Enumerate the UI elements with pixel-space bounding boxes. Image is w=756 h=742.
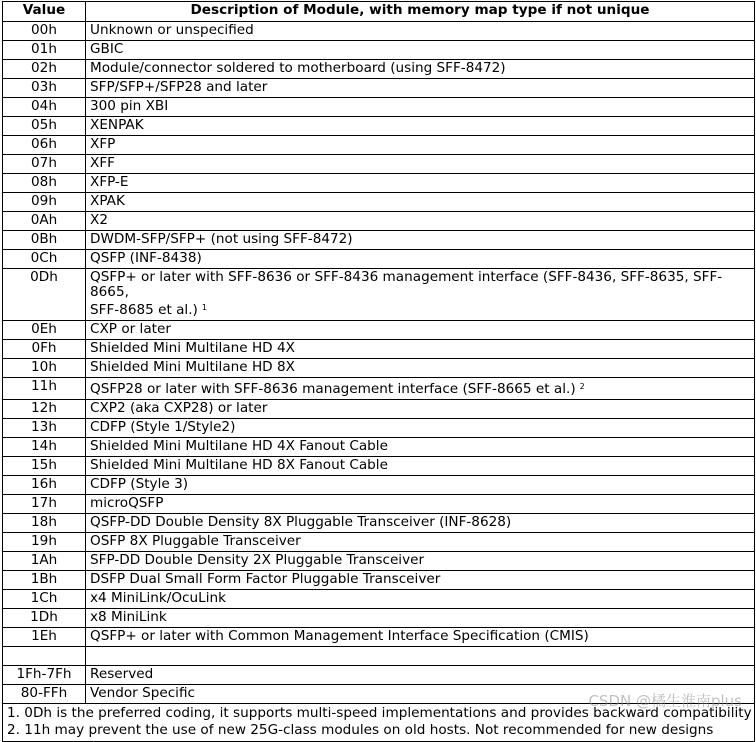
table-row xyxy=(3,22,755,41)
description-line-1: QSFP+ or later with SFF-8636 or SFF-8436 management interface (SFF-8436, SFF-8635, SFF-8665, xyxy=(90,269,723,300)
description-cell: OSFP 8X Pluggable Transceiver xyxy=(86,533,755,552)
description-cell: Shielded Mini Multilane HD 4X xyxy=(86,340,755,359)
header-description: Description of Module, with memory map type if not unique xyxy=(86,2,755,22)
table-row-blank xyxy=(3,647,755,666)
description-cell: SFP/SFP+/SFP28 and later xyxy=(86,79,755,98)
value-cell: 1Eh xyxy=(3,628,86,647)
table-row xyxy=(3,41,755,60)
description-cell: Reserved xyxy=(86,666,755,685)
table-header-row xyxy=(3,2,755,22)
value-cell: 19h xyxy=(3,533,86,552)
value-cell: 13h xyxy=(3,419,86,438)
description-cell: XPAK xyxy=(86,193,755,212)
table-row xyxy=(3,117,755,136)
value-cell: 06h xyxy=(3,136,86,155)
table-row xyxy=(3,552,755,571)
value-cell: 15h xyxy=(3,457,86,476)
value-cell: 1Dh xyxy=(3,609,86,628)
description-cell: CXP2 (aka CXP28) or later xyxy=(86,400,755,419)
table-row xyxy=(3,438,755,457)
footnote-2: 2. 11h may prevent the use of new 25G-class modules on old hosts. Not recommended for new designs xyxy=(7,722,714,738)
notes-cell xyxy=(3,704,755,742)
description-cell xyxy=(86,269,755,321)
value-cell: 05h xyxy=(3,117,86,136)
value-cell: 1Bh xyxy=(3,571,86,590)
watermark-text: CSDN @橘生淮南plus xyxy=(588,692,742,710)
value-cell: 17h xyxy=(3,495,86,514)
table-row xyxy=(3,250,755,269)
table-row xyxy=(3,79,755,98)
description-cell: XENPAK xyxy=(86,117,755,136)
description-cell: DWDM-SFP/SFP+ (not using SFF-8472) xyxy=(86,231,755,250)
description-cell xyxy=(86,378,755,400)
description-cell: X2 xyxy=(86,212,755,231)
table-row xyxy=(3,231,755,250)
table-row xyxy=(3,212,755,231)
notes-row xyxy=(3,704,755,742)
value-cell: 16h xyxy=(3,476,86,495)
footnote-marker: 2 xyxy=(579,382,585,391)
description-cell: QSFP (INF-8438) xyxy=(86,250,755,269)
description-cell: QSFP-DD Double Density 8X Pluggable Transceiver (INF-8628) xyxy=(86,514,755,533)
table-row xyxy=(3,321,755,340)
value-cell: 1Ch xyxy=(3,590,86,609)
description-cell: CDFP (Style 1/Style2) xyxy=(86,419,755,438)
value-cell: 0Dh xyxy=(3,269,86,321)
value-cell: 0Eh xyxy=(3,321,86,340)
table-row xyxy=(3,571,755,590)
description-cell: CDFP (Style 3) xyxy=(86,476,755,495)
value-cell: 04h xyxy=(3,98,86,117)
table-row xyxy=(3,533,755,552)
table-row xyxy=(3,136,755,155)
description-cell: SFP-DD Double Density 2X Pluggable Transceiver xyxy=(86,552,755,571)
description-cell: DSFP Dual Small Form Factor Pluggable Transceiver xyxy=(86,571,755,590)
description-cell: XFF xyxy=(86,155,755,174)
table-row xyxy=(3,514,755,533)
description-cell: XFP xyxy=(86,136,755,155)
value-cell xyxy=(3,647,86,666)
description-cell: Unknown or unspecified xyxy=(86,22,755,41)
description-cell: x8 MiniLink xyxy=(86,609,755,628)
table-row xyxy=(3,155,755,174)
table-row xyxy=(3,193,755,212)
table-row xyxy=(3,419,755,438)
value-cell: 1Fh-7Fh xyxy=(3,666,86,685)
value-cell: 14h xyxy=(3,438,86,457)
description-cell: XFP-E xyxy=(86,174,755,193)
value-cell: 0Ah xyxy=(3,212,86,231)
description-cell: Module/connector soldered to motherboard (using SFF-8472) xyxy=(86,60,755,79)
value-cell: 03h xyxy=(3,79,86,98)
table-row xyxy=(3,666,755,685)
value-cell: 1Ah xyxy=(3,552,86,571)
description-text: QSFP28 or later with SFF-8636 management interface (SFF-8665 et al.) xyxy=(90,381,576,397)
header-value: Value xyxy=(3,2,86,22)
module-type-table xyxy=(2,1,755,742)
value-cell: 10h xyxy=(3,359,86,378)
table-row xyxy=(3,495,755,514)
table-row xyxy=(3,685,755,704)
value-cell: 00h xyxy=(3,22,86,41)
value-cell: 02h xyxy=(3,60,86,79)
description-cell: QSFP+ or later with Common Management Interface Specification (CMIS) xyxy=(86,628,755,647)
value-cell: 0Fh xyxy=(3,340,86,359)
value-cell: 09h xyxy=(3,193,86,212)
description-cell: 300 pin XBI xyxy=(86,98,755,117)
description-cell: Shielded Mini Multilane HD 4X Fanout Cable xyxy=(86,438,755,457)
description-cell: Shielded Mini Multilane HD 8X Fanout Cable xyxy=(86,457,755,476)
footnote-marker: 1 xyxy=(201,303,207,312)
table-row xyxy=(3,400,755,419)
table-row xyxy=(3,340,755,359)
value-cell: 18h xyxy=(3,514,86,533)
description-line-2: SFF-8685 et al.) xyxy=(90,302,198,318)
value-cell: 0Bh xyxy=(3,231,86,250)
description-cell: microQSFP xyxy=(86,495,755,514)
table-row xyxy=(3,476,755,495)
description-cell: Vendor Specific xyxy=(86,685,755,704)
description-cell xyxy=(86,647,755,666)
table-row xyxy=(3,378,755,400)
table-row xyxy=(3,174,755,193)
value-cell: 08h xyxy=(3,174,86,193)
table-row xyxy=(3,269,755,321)
table-row xyxy=(3,609,755,628)
description-cell: Shielded Mini Multilane HD 8X xyxy=(86,359,755,378)
table-row xyxy=(3,628,755,647)
value-cell: 12h xyxy=(3,400,86,419)
description-cell: CXP or later xyxy=(86,321,755,340)
table-row xyxy=(3,457,755,476)
value-cell: 11h xyxy=(3,378,86,400)
table-row xyxy=(3,359,755,378)
table-row xyxy=(3,98,755,117)
footnote-1: 1. 0Dh is the preferred coding, it supports multi-speed implementations and provides backward compatibility xyxy=(7,705,752,721)
table-row xyxy=(3,60,755,79)
value-cell: 07h xyxy=(3,155,86,174)
table-row xyxy=(3,590,755,609)
value-cell: 80-FFh xyxy=(3,685,86,704)
description-cell: GBIC xyxy=(86,41,755,60)
description-cell: x4 MiniLink/OcuLink xyxy=(86,590,755,609)
value-cell: 01h xyxy=(3,41,86,60)
value-cell: 0Ch xyxy=(3,250,86,269)
